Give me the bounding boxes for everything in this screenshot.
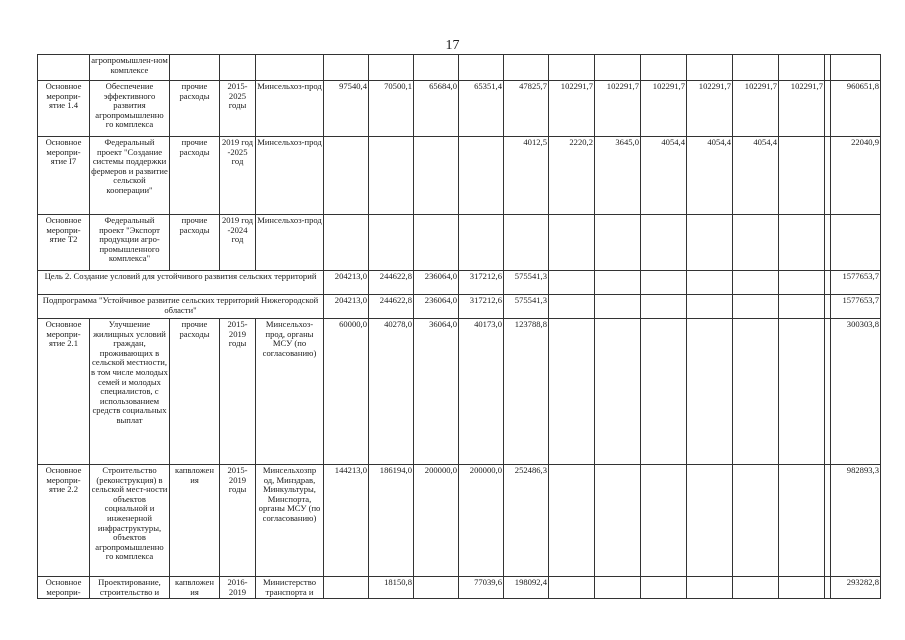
value-cell: 317212,6 — [459, 271, 504, 295]
value-cell — [733, 271, 779, 295]
value-cell — [369, 215, 414, 271]
value-cell: 65684,0 — [414, 81, 459, 137]
executor: Минсельхоз-прод — [256, 215, 324, 271]
period: 2015-2025 годы — [220, 81, 256, 137]
value-cell — [595, 271, 641, 295]
value-cell — [779, 137, 825, 215]
value-cell: 102291,7 — [641, 81, 687, 137]
event-label: Основное меропри-ятие 2.2 — [38, 465, 90, 577]
value-cell: 200000,0 — [459, 465, 504, 577]
value-cell: 200000,0 — [414, 465, 459, 577]
value-cell — [641, 271, 687, 295]
value-cell — [459, 137, 504, 215]
value-cell — [595, 55, 641, 81]
executor: Минсельхоз-прод — [256, 81, 324, 137]
value-cell — [733, 215, 779, 271]
period: 2015-2019 годы — [220, 319, 256, 465]
value-cell: 36064,0 — [414, 319, 459, 465]
table-row — [38, 215, 881, 271]
expense-type: прочие расходы — [170, 137, 220, 215]
event-label: Основное меропри-ятие 1.4 — [38, 81, 90, 137]
value-cell — [687, 319, 733, 465]
value-cell — [549, 577, 595, 599]
executor: Минсельхозпр од, Минздрав, Минкультуры, Минспорта, органы МСУ (по согласованию) — [256, 465, 324, 577]
value-cell: 252486,3 — [504, 465, 549, 577]
value-cell — [324, 215, 369, 271]
value-cell — [687, 55, 733, 81]
value-cell — [504, 215, 549, 271]
value-cell: 102291,7 — [779, 81, 825, 137]
executor: Министерство транспорта и — [256, 577, 324, 599]
executor: Минсельхоз-прод, органы МСУ (по согласованию) — [256, 319, 324, 465]
value-cell: 102291,7 — [549, 81, 595, 137]
table-row — [38, 81, 881, 137]
event-name: Строительство (реконструкция) в сельской мест-ности объектов социальной и инженерной инфраструктуры, объектов агропромышленно го комплекса — [90, 465, 170, 577]
value-cell: 60000,0 — [324, 319, 369, 465]
period: 2019 год -2025 год — [220, 137, 256, 215]
period: 2015-2019 годы — [220, 465, 256, 577]
value-cell — [459, 215, 504, 271]
table-row — [38, 55, 881, 81]
expense-type — [170, 55, 220, 81]
value-cell — [641, 295, 687, 319]
value-cell: 97540,4 — [324, 81, 369, 137]
value-cell: 204213,0 — [324, 295, 369, 319]
summary-row — [38, 271, 881, 295]
value-cell: 236064,0 — [414, 295, 459, 319]
value-cell: 2220,2 — [549, 137, 595, 215]
value-cell: 70500,1 — [369, 81, 414, 137]
value-cell — [779, 55, 825, 81]
value-cell — [641, 215, 687, 271]
summary-title: Подпрограмма "Устойчивое развитие сельских территорий Нижегородской области" — [38, 295, 324, 319]
total-cell: 300303,8 — [831, 319, 881, 465]
value-cell: 102291,7 — [595, 81, 641, 137]
value-cell: 4054,4 — [687, 137, 733, 215]
value-cell — [641, 577, 687, 599]
value-cell — [324, 55, 369, 81]
event-label: Основное меропри-ятие T2 — [38, 215, 90, 271]
event-label: Основное меропри- — [38, 577, 90, 599]
value-cell: 575541,3 — [504, 271, 549, 295]
page-number: 17 — [445, 38, 460, 53]
value-cell — [687, 577, 733, 599]
value-cell — [504, 55, 549, 81]
executor: Минсельхоз-прод — [256, 137, 324, 215]
expense-type: прочие расходы — [170, 81, 220, 137]
expense-type: капвложен ия — [170, 465, 220, 577]
value-cell — [687, 295, 733, 319]
value-cell — [324, 577, 369, 599]
value-cell — [687, 271, 733, 295]
period — [220, 55, 256, 81]
value-cell: 40173,0 — [459, 319, 504, 465]
value-cell: 204213,0 — [324, 271, 369, 295]
value-cell: 102291,7 — [733, 81, 779, 137]
value-cell: 4054,4 — [641, 137, 687, 215]
value-cell — [414, 137, 459, 215]
value-cell — [779, 295, 825, 319]
total-cell — [831, 215, 881, 271]
value-cell: 40278,0 — [369, 319, 414, 465]
period: 2016-2019 — [220, 577, 256, 599]
value-cell — [779, 271, 825, 295]
total-cell: 960651,8 — [831, 81, 881, 137]
value-cell — [779, 577, 825, 599]
value-cell — [733, 295, 779, 319]
value-cell — [595, 319, 641, 465]
value-cell: 4054,4 — [733, 137, 779, 215]
event-label: Основное меропри-ятие I7 — [38, 137, 90, 215]
total-cell: 1577653,7 — [831, 271, 881, 295]
value-cell — [549, 215, 595, 271]
period: 2019 год -2024 год — [220, 215, 256, 271]
value-cell: 102291,7 — [687, 81, 733, 137]
value-cell: 47825,7 — [504, 81, 549, 137]
value-cell — [779, 319, 825, 465]
event-name: Обеспечение эффективного развития агропромышленно го комплекса — [90, 81, 170, 137]
value-cell: 4012,5 — [504, 137, 549, 215]
value-cell — [549, 271, 595, 295]
value-cell: 77039,6 — [459, 577, 504, 599]
value-cell: 244622,8 — [369, 271, 414, 295]
value-cell — [733, 55, 779, 81]
value-cell — [733, 577, 779, 599]
value-cell: 65351,4 — [459, 81, 504, 137]
value-cell — [687, 215, 733, 271]
value-cell: 123788,8 — [504, 319, 549, 465]
value-cell — [369, 55, 414, 81]
value-cell — [733, 319, 779, 465]
value-cell — [549, 319, 595, 465]
event-label: Основное меропри-ятие 2.1 — [38, 319, 90, 465]
value-cell: 236064,0 — [414, 271, 459, 295]
event-label — [38, 55, 90, 81]
event-name: агропромышлен-ном комплексе — [90, 55, 170, 81]
total-cell: 982893,3 — [831, 465, 881, 577]
value-cell — [641, 55, 687, 81]
value-cell — [595, 577, 641, 599]
event-name: Федеральный проект "Создание системы поддержки фермеров и развитие сельской кооперации" — [90, 137, 170, 215]
executor — [256, 55, 324, 81]
value-cell: 18150,8 — [369, 577, 414, 599]
value-cell: 144213,0 — [324, 465, 369, 577]
table-row — [38, 319, 881, 465]
value-cell — [414, 215, 459, 271]
event-name: Проектирование, строительство и — [90, 577, 170, 599]
value-cell — [324, 137, 369, 215]
event-name: Улучшение жилищных условий граждан, проживающих в сельской местности, в том числе молодых семей и молодых специалистов, с использованием средств социальных выплат — [90, 319, 170, 465]
value-cell — [641, 465, 687, 577]
table-row — [38, 465, 881, 577]
value-cell: 244622,8 — [369, 295, 414, 319]
value-cell — [414, 55, 459, 81]
value-cell — [595, 465, 641, 577]
value-cell — [549, 465, 595, 577]
summary-row — [38, 295, 881, 319]
value-cell: 317212,6 — [459, 295, 504, 319]
value-cell — [733, 465, 779, 577]
value-cell — [414, 577, 459, 599]
total-cell: 1577653,7 — [831, 295, 881, 319]
value-cell — [595, 295, 641, 319]
value-cell — [369, 137, 414, 215]
total-cell — [831, 55, 881, 81]
value-cell — [779, 465, 825, 577]
value-cell — [595, 215, 641, 271]
value-cell — [687, 465, 733, 577]
value-cell: 198092,4 — [504, 577, 549, 599]
value-cell — [641, 319, 687, 465]
value-cell — [549, 55, 595, 81]
summary-title: Цель 2. Создание условий для устойчивого развития сельских территорий — [38, 271, 324, 295]
event-name: Федеральный проект "Экспорт продукции агро-промышленного комплекса" — [90, 215, 170, 271]
value-cell — [549, 295, 595, 319]
budget-table — [37, 54, 881, 599]
total-cell: 22040,9 — [831, 137, 881, 215]
table-row — [38, 137, 881, 215]
total-cell: 293282,8 — [831, 577, 881, 599]
value-cell — [779, 215, 825, 271]
value-cell: 186194,0 — [369, 465, 414, 577]
table-row — [38, 577, 881, 599]
expense-type: капвложен ия — [170, 577, 220, 599]
expense-type: прочие расходы — [170, 319, 220, 465]
value-cell: 3645,0 — [595, 137, 641, 215]
value-cell — [459, 55, 504, 81]
expense-type: прочие расходы — [170, 215, 220, 271]
value-cell: 575541,3 — [504, 295, 549, 319]
